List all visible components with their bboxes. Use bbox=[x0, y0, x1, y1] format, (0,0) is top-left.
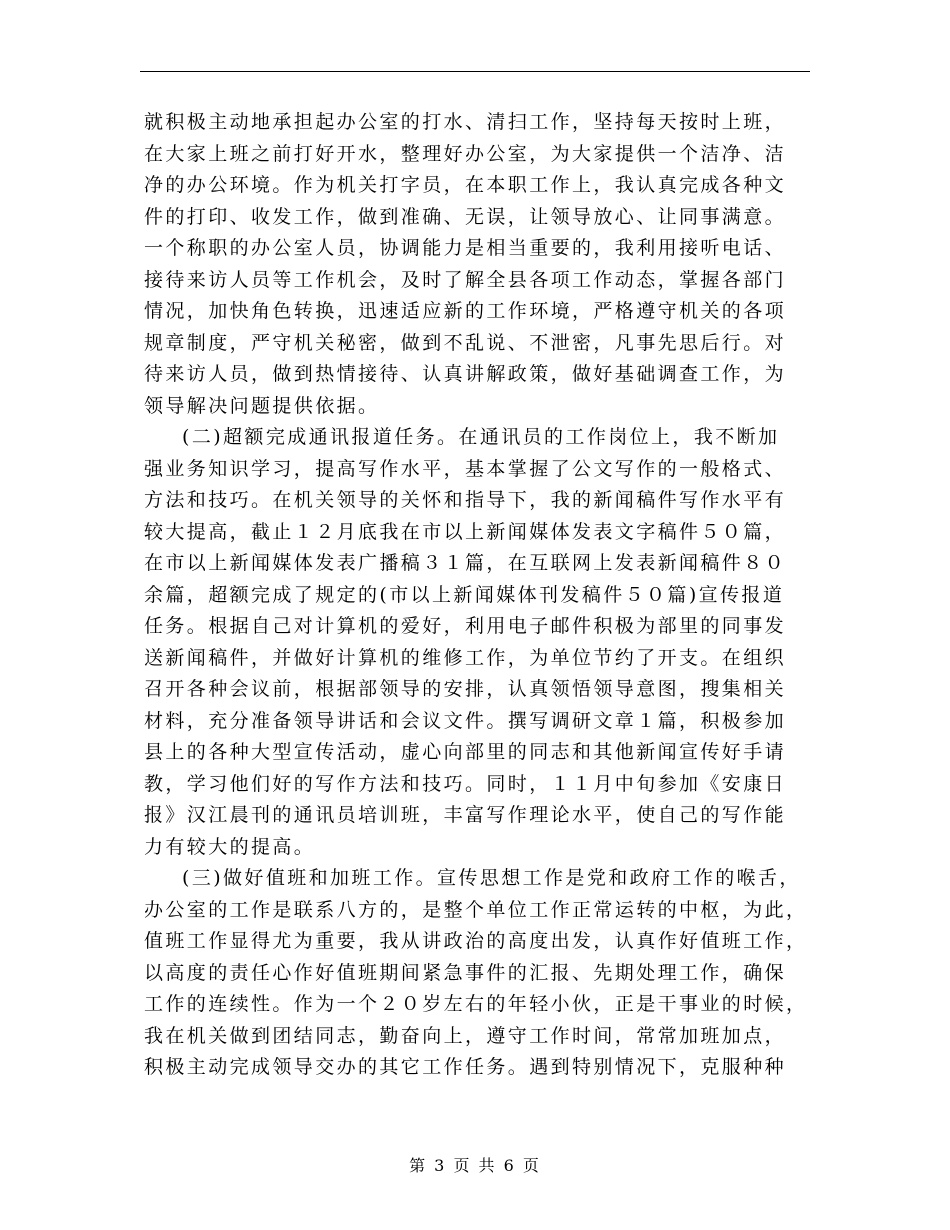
page-footer: 第 3 页 共 6 页 bbox=[409, 1156, 541, 1175]
text-line: 办公室的工作是联系八方的，是整个单位工作正常运转的中枢，为此， bbox=[144, 898, 808, 921]
text-line: 送新闻稿件，并做好计算机的维修工作，为单位节约了开支。在组织 bbox=[144, 646, 787, 669]
text-line: 净的办公环境。作为机关打字员，在本职工作上，我认真完成各种文 bbox=[144, 174, 787, 196]
paragraph-2-start: (二)超额完成通讯报道任务。在通讯员的工作岗位上，我不断加 bbox=[182, 426, 780, 448]
text-line: 报》汉江晨刊的通讯员培训班，丰富写作理论水平，使自己的写作能 bbox=[144, 804, 787, 826]
text-line: 情况，加快角色转换，迅速适应新的工作环境，严格遵守机关的各项 bbox=[144, 300, 787, 322]
text-line: 力有较大的提高。 bbox=[144, 835, 316, 858]
text-line: 就积极主动地承担起办公室的打水、清扫工作，坚持每天按时上班， bbox=[144, 111, 787, 133]
text-line: 召开各种会议前，根据部领导的安排，认真领悟领导意图，搜集相关 bbox=[144, 678, 787, 700]
text-line: 在市以上新闻媒体发表广播稿３１篇，在互联网上发表新闻稿件８０ bbox=[144, 552, 787, 574]
text-line: 县上的各种大型宣传活动，虚心向部里的同志和其他新闻宣传好手请 bbox=[144, 741, 787, 763]
text-line: 领导解决问题提供依据。 bbox=[144, 394, 380, 417]
header-rule bbox=[140, 71, 810, 72]
document-body bbox=[144, 107, 812, 1084]
text-line: 教，学习他们好的写作方法和技巧。同时，１１月中旬参加《安康日 bbox=[144, 772, 787, 795]
text-line: 积极主动完成领导交办的其它工作任务。遇到特别情况下，克服种种 bbox=[144, 1056, 787, 1078]
paragraph-3-start: (三)做好值班和加班工作。宣传思想工作是党和政府工作的喉舌， bbox=[182, 867, 801, 889]
text-line: 值班工作显得尤为重要，我从讲政治的高度出发，认真作好值班工作， bbox=[144, 930, 808, 952]
text-line: 一个称职的办公室人员，协调能力是相当重要的，我利用接听电话、 bbox=[144, 237, 787, 259]
text-line: 方法和技巧。在机关领导的关怀和指导下，我的新闻稿件写作水平有 bbox=[144, 489, 787, 511]
text-line: 在大家上班之前打好开水，整理好办公室，为大家提供一个洁净、洁 bbox=[144, 142, 787, 165]
text-line: 件的打印、收发工作，做到准确、无误，让领导放心、让同事满意。 bbox=[144, 205, 787, 228]
text-line: 材料，充分准备领导讲话和会议文件。撰写调研文章１篇，积极参加 bbox=[144, 709, 787, 732]
text-line: 我在机关做到团结同志，勤奋向上，遵守工作时间，常常加班加点， bbox=[144, 1024, 787, 1047]
text-line: 工作的连续性。作为一个２０岁左右的年轻小伙，正是干事业的时候， bbox=[144, 993, 808, 1015]
text-line: 接待来访人员等工作机会，及时了解全县各项工作动态，掌握各部门 bbox=[144, 268, 787, 291]
text-line: 强业务知识学习，提高写作水平，基本掌握了公文写作的一般格式、 bbox=[144, 457, 787, 480]
text-line: 待来访人员，做到热情接待、认真讲解政策，做好基础调查工作，为 bbox=[144, 363, 787, 385]
text-line: 任务。根据自己对计算机的爱好，利用电子邮件积极为部里的同事发 bbox=[144, 615, 787, 637]
text-line: 余篇，超额完成了规定的(市以上新闻媒体刊发稿件５０篇)宣传报道 bbox=[144, 583, 785, 606]
text-line: 较大提高，截止１２月底我在市以上新闻媒体发表文字稿件５０篇， bbox=[144, 520, 787, 543]
text-line: 以高度的责任心作好值班期间紧急事件的汇报、先期处理工作，确保 bbox=[144, 961, 787, 984]
text-line: 规章制度，严守机关秘密，做到不乱说、不泄密，凡事先思后行。对 bbox=[144, 331, 787, 354]
